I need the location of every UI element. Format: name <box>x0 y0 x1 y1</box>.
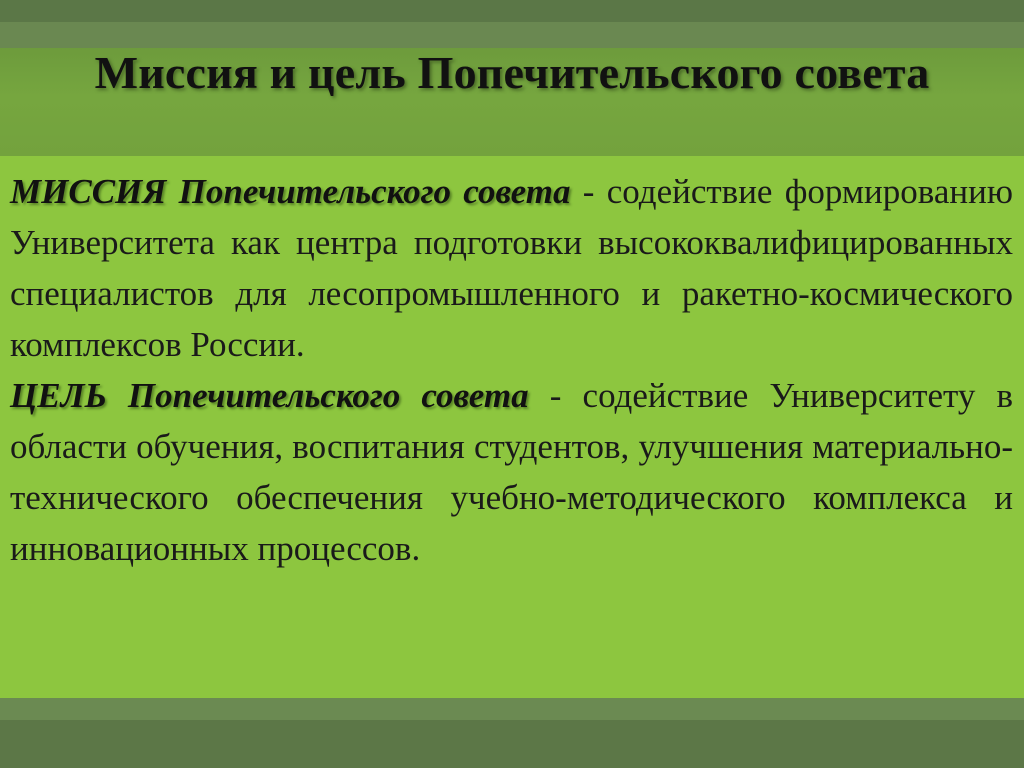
mission-separator: - <box>570 172 607 211</box>
goal-key-phrase: ЦЕЛЬ Попечительского совета <box>10 376 529 415</box>
goal-text: содействие Университету в области обучения, воспитания студентов, улучшения материально-технического обеспечения учебно-методического комплекса и инновационных процессов. <box>10 376 1014 568</box>
content-panel <box>0 156 1024 698</box>
bottom-band-dark <box>0 720 1024 768</box>
top-band-light <box>0 22 1024 48</box>
text-block <box>10 166 1013 574</box>
slide-title: Миссия и цель Попечительского совета <box>94 47 930 98</box>
mission-text: содействие формированию Университета как центра подготовки высококвалифицированных специалистов для лесопромышленного и ракетно-космического комплексов России. <box>10 172 1013 364</box>
goal-paragraph <box>10 370 1013 574</box>
top-band-dark <box>0 0 1024 22</box>
goal-separator: - <box>528 376 583 415</box>
bottom-band-light <box>0 698 1024 720</box>
mission-key-phrase: МИССИЯ Попечительского совета <box>10 172 571 211</box>
mission-paragraph <box>10 166 1013 370</box>
